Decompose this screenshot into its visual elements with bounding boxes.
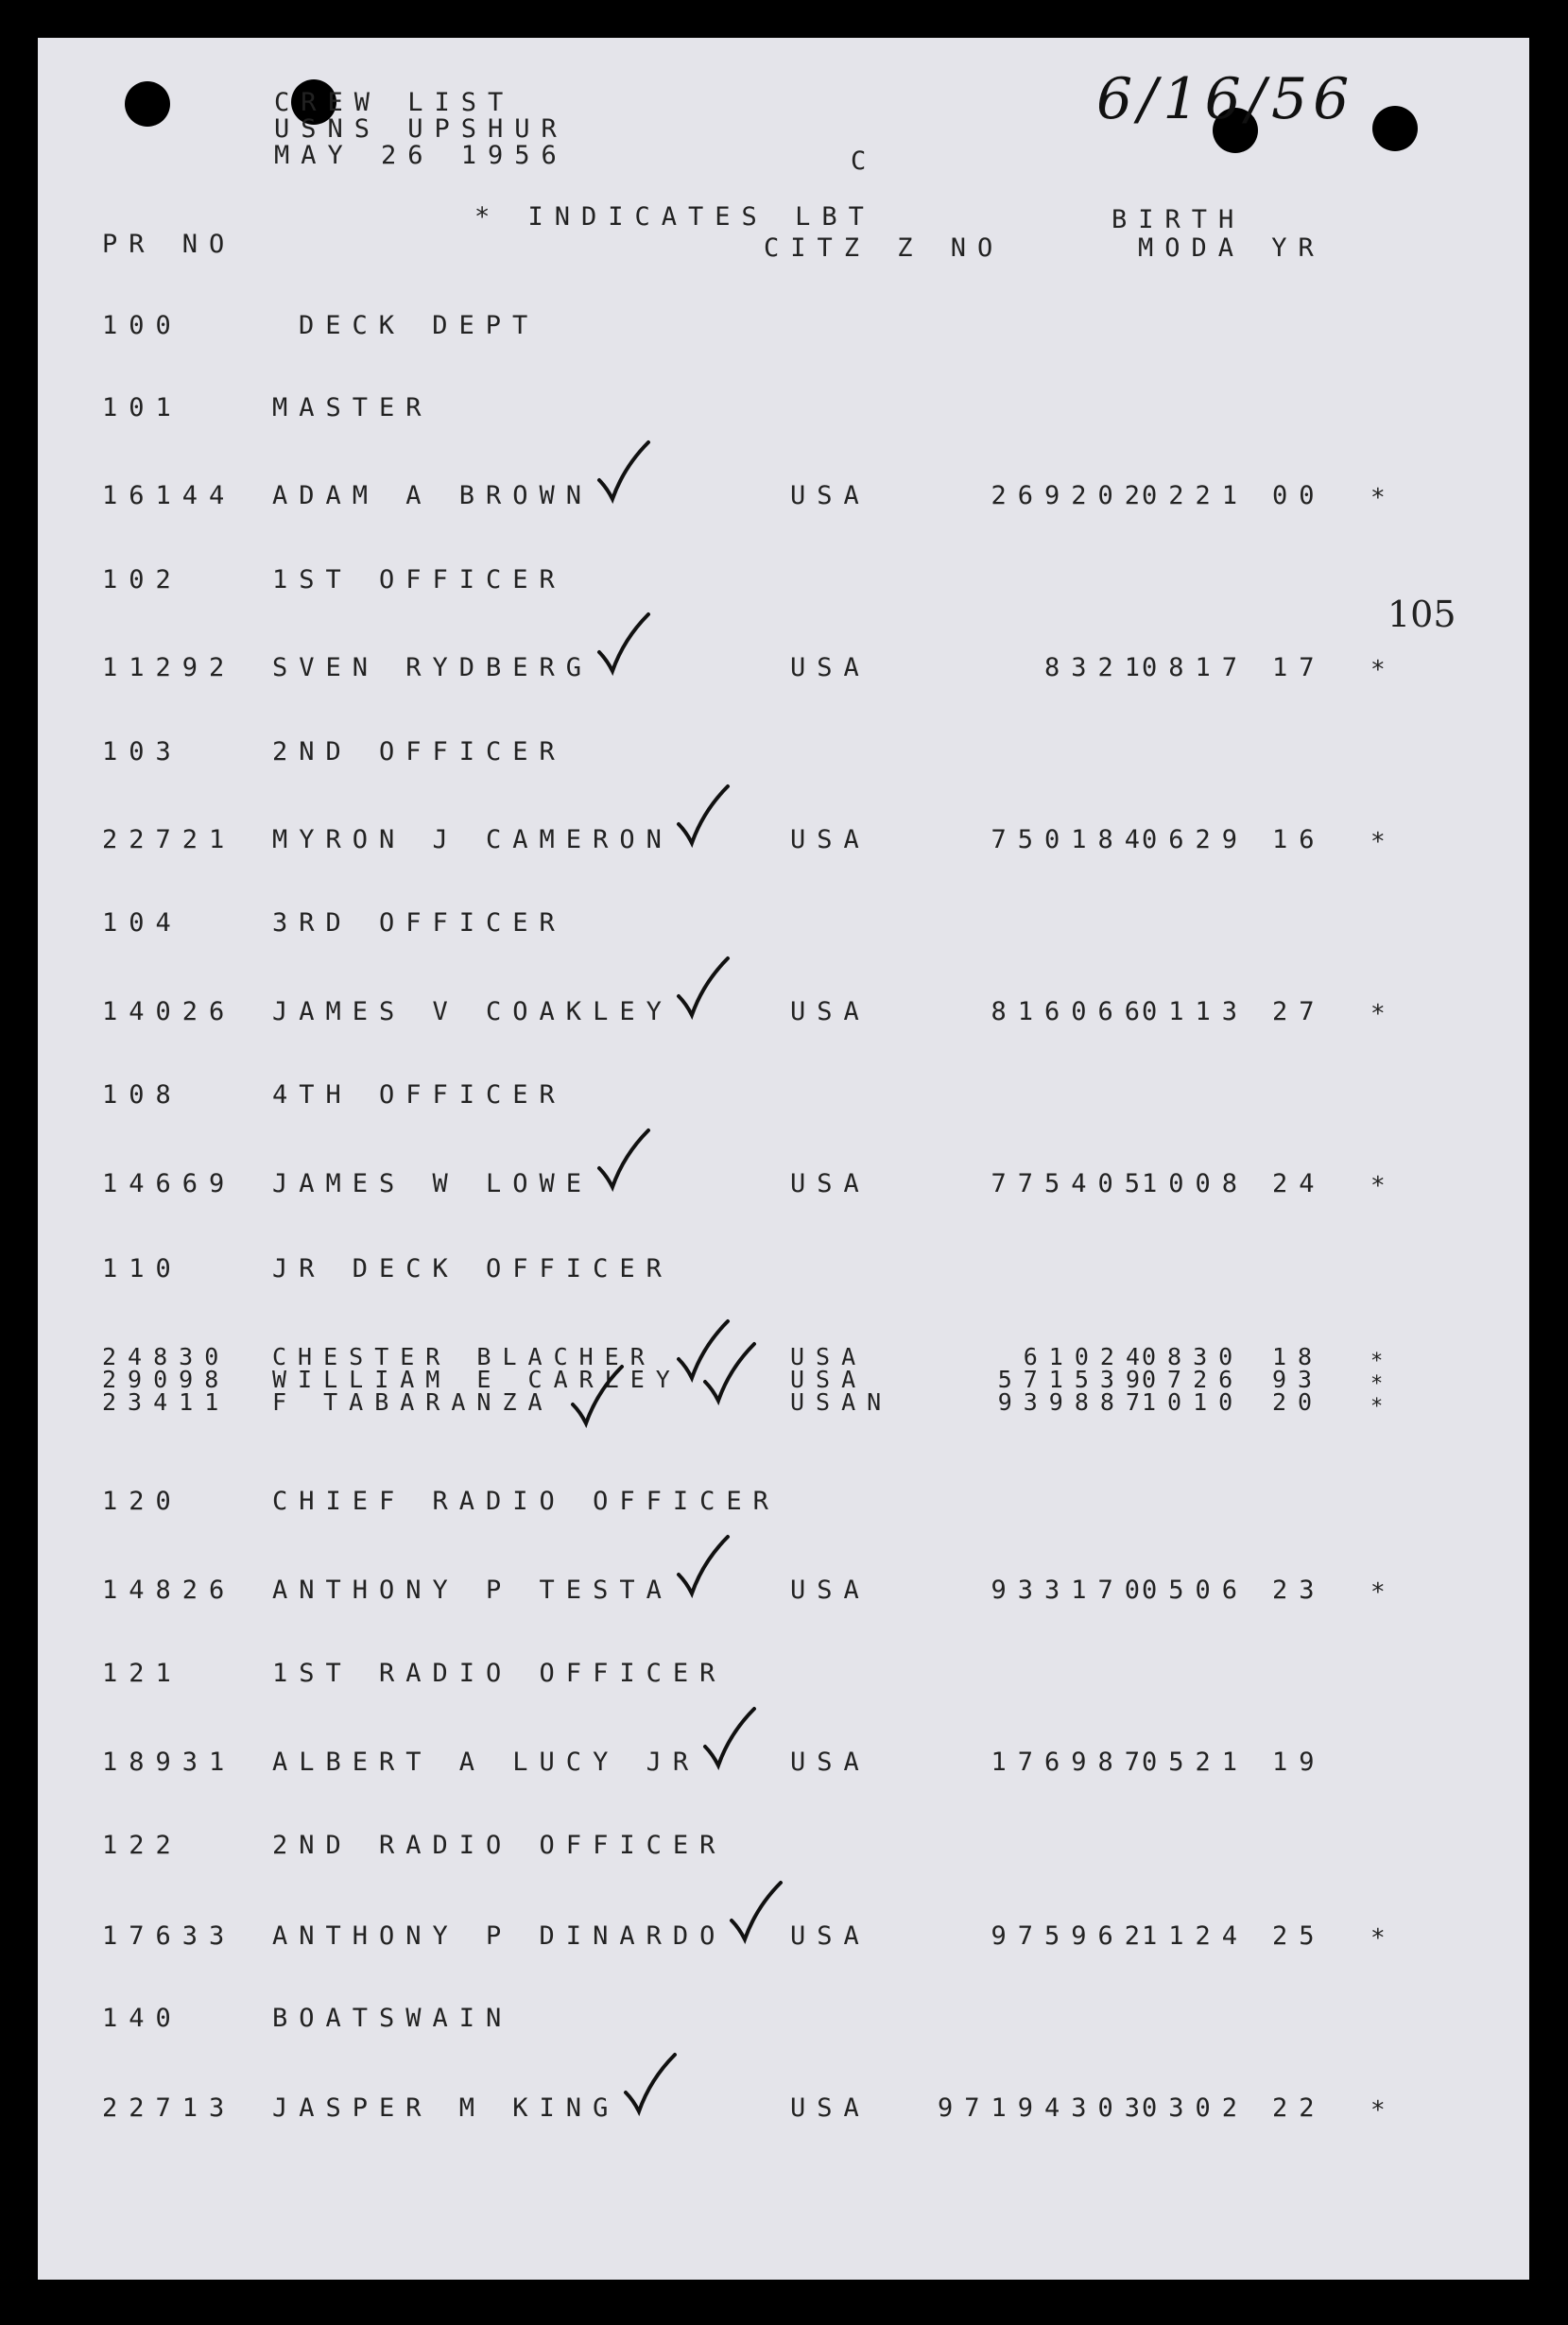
crew-pr-number: 22721 <box>102 825 236 854</box>
crew-pr-number: 18931 <box>102 1748 236 1777</box>
punch-hole-left <box>125 81 170 127</box>
lbt-asterisk: * <box>1370 1372 1384 1396</box>
checkmark-icon <box>675 955 732 1021</box>
crew-birth-moda: 0521 <box>1142 1748 1249 1777</box>
crew-name: JAMES V COAKLEY <box>272 997 673 1026</box>
crew-pr-number: 11292 <box>102 653 236 682</box>
crew-z-number: 939887 <box>997 1388 1151 1416</box>
punch-hole-right-2 <box>1372 106 1418 151</box>
crew-birth-moda: 0221 <box>1142 481 1249 510</box>
crew-z-number: 61024 <box>1023 1343 1151 1370</box>
crew-z-number: 975962 <box>991 1921 1151 1951</box>
lbt-asterisk: * <box>1370 828 1386 856</box>
crew-citizenship: USA <box>790 1366 868 1393</box>
crew-citizenship: USA <box>790 653 870 682</box>
crew-birth-moda: 1124 <box>1142 1921 1249 1951</box>
checkmark-icon <box>622 2051 679 2117</box>
crew-z-number: 8321 <box>1043 653 1151 682</box>
crew-birth-yr: 18 <box>1272 1343 1324 1370</box>
lbt-asterisk: * <box>1370 1578 1386 1607</box>
checkmark-icon <box>675 783 732 849</box>
title-vessel: USNS UPSHUR <box>274 114 568 144</box>
crew-name: F TABARANZA <box>272 1388 554 1416</box>
position-code: 122 <box>102 1831 182 1860</box>
crew-z-number: 933170 <box>991 1576 1151 1605</box>
crew-birth-yr: 19 <box>1272 1748 1326 1777</box>
crew-birth-moda: 1010 <box>1142 1388 1245 1416</box>
crew-citizenship: USA <box>790 1748 870 1777</box>
crew-birth-moda: 0506 <box>1142 1576 1249 1605</box>
col-citz-z-no: CITZ Z NO <box>764 233 1005 263</box>
position-code: 140 <box>102 2004 182 2033</box>
lbt-asterisk: * <box>1370 1350 1384 1373</box>
col-pr-no: PR NO <box>102 230 236 259</box>
crew-birth-yr: 17 <box>1272 653 1326 682</box>
checkmark-icon <box>595 1127 652 1193</box>
crew-z-number: 571539 <box>997 1366 1151 1393</box>
position-label: 1ST RADIO OFFICER <box>272 1659 727 1688</box>
crew-name: CHESTER BLACHER <box>272 1343 656 1370</box>
crew-birth-moda: 0113 <box>1142 997 1249 1026</box>
crew-birth-yr: 16 <box>1272 825 1326 854</box>
crew-z-number: 97194303 <box>937 2093 1151 2123</box>
crew-pr-number: 14026 <box>102 997 236 1026</box>
checkmark-icon <box>701 1340 758 1406</box>
position-label: 2ND OFFICER <box>272 737 566 766</box>
lbt-asterisk: * <box>1370 2096 1386 2125</box>
crew-pr-number: 16144 <box>102 481 236 510</box>
crew-birth-yr: 27 <box>1272 997 1326 1026</box>
position-code: 108 <box>102 1080 182 1110</box>
position-label: 1ST OFFICER <box>272 565 566 594</box>
position-label: JR DECK OFFICER <box>272 1254 673 1283</box>
legend-lbt: * INDICATES LBT <box>474 202 875 232</box>
crew-birth-yr: 20 <box>1272 1388 1324 1416</box>
crew-z-number: 176987 <box>991 1748 1151 1777</box>
crew-z-number: 816066 <box>991 997 1151 1026</box>
crew-pr-number: 17633 <box>102 1921 236 1951</box>
crew-birth-moda: 0830 <box>1142 1343 1245 1370</box>
position-code: 102 <box>102 565 182 594</box>
crew-citizenship: USA <box>790 1576 870 1605</box>
position-label: 3RD OFFICER <box>272 908 566 938</box>
checkmark-icon <box>675 1533 732 1599</box>
title-date: MAY 26 1956 <box>274 141 568 170</box>
position-label: 2ND RADIO OFFICER <box>272 1831 727 1860</box>
title-crew-list: CREW LIST <box>274 88 515 117</box>
crew-birth-moda: 0302 <box>1142 2093 1249 2123</box>
handwritten-date: 6/16/56 <box>1096 66 1355 132</box>
crew-pr-number: 24830 <box>102 1343 231 1370</box>
position-code: 101 <box>102 393 182 422</box>
crew-birth-yr: 00 <box>1272 481 1326 510</box>
crew-name: ANTHONY P DINARDO <box>272 1921 727 1951</box>
position-code: 120 <box>102 1487 182 1516</box>
position-label: CHIEF RADIO OFFICER <box>272 1487 780 1516</box>
position-code: 100 <box>102 311 182 340</box>
crew-citizenship: USAN <box>790 1388 893 1416</box>
crew-birth-yr: 24 <box>1272 1169 1326 1198</box>
lbt-asterisk: * <box>1370 1000 1386 1028</box>
crew-pr-number: 14826 <box>102 1576 236 1605</box>
crew-citizenship: USA <box>790 1169 870 1198</box>
crew-name: ADAM A BROWN <box>272 481 594 510</box>
crew-name: SVEN RYDBERG <box>272 653 594 682</box>
col-birth: BIRTH <box>1111 205 1246 234</box>
crew-birth-moda: 0726 <box>1142 1366 1245 1393</box>
position-code: 121 <box>102 1659 182 1688</box>
checkmark-icon <box>569 1363 626 1429</box>
crew-citizenship: USA <box>790 481 870 510</box>
crew-birth-moda: 0817 <box>1142 653 1249 682</box>
position-code: 104 <box>102 908 182 938</box>
position-label: MASTER <box>272 393 433 422</box>
crew-name: ALBERT A LUCY JR <box>272 1748 700 1777</box>
crew-birth-yr: 22 <box>1272 2093 1326 2123</box>
crew-name: JAMES W LOWE <box>272 1169 594 1198</box>
crew-pr-number: 23411 <box>102 1388 231 1416</box>
position-label: BOATSWAIN <box>272 2004 513 2033</box>
checkmark-icon <box>728 1879 784 1945</box>
crew-citizenship: USA <box>790 997 870 1026</box>
checkmark-icon <box>595 439 652 505</box>
department-label: DECK DEPT <box>299 311 540 340</box>
checkmark-icon <box>595 611 652 677</box>
crew-z-number: 750184 <box>991 825 1151 854</box>
page-number: 105 <box>1387 594 1456 635</box>
checkmark-icon <box>701 1705 758 1771</box>
crew-birth-yr: 23 <box>1272 1576 1326 1605</box>
crew-birth-yr: 25 <box>1272 1921 1326 1951</box>
position-code: 103 <box>102 737 182 766</box>
crew-citizenship: USA <box>790 825 870 854</box>
document-page <box>38 38 1529 2280</box>
position-code: 110 <box>102 1254 182 1283</box>
crew-birth-moda: 1008 <box>1142 1169 1249 1198</box>
lbt-asterisk: * <box>1370 1395 1384 1419</box>
lbt-asterisk: * <box>1370 1924 1386 1953</box>
crew-name: JASPER M KING <box>272 2093 620 2123</box>
crew-citizenship: USA <box>790 2093 870 2123</box>
lbt-asterisk: * <box>1370 1172 1386 1200</box>
crew-z-number: 775405 <box>991 1169 1151 1198</box>
crew-name: WILLIAM E CARLEY <box>272 1366 681 1393</box>
position-label: 4TH OFFICER <box>272 1080 566 1110</box>
col-moda-yr: MODA YR <box>1138 233 1325 263</box>
crew-birth-moda: 0629 <box>1142 825 1249 854</box>
header-letter: C <box>851 146 878 176</box>
crew-birth-yr: 93 <box>1272 1366 1324 1393</box>
crew-pr-number: 14669 <box>102 1169 236 1198</box>
crew-pr-number: 22713 <box>102 2093 236 2123</box>
crew-name: MYRON J CAMERON <box>272 825 673 854</box>
crew-citizenship: USA <box>790 1343 868 1370</box>
crew-citizenship: USA <box>790 1921 870 1951</box>
crew-pr-number: 29098 <box>102 1366 231 1393</box>
lbt-asterisk: * <box>1370 656 1386 684</box>
crew-name: ANTHONY P TESTA <box>272 1576 673 1605</box>
crew-z-number: 269202 <box>991 481 1151 510</box>
lbt-asterisk: * <box>1370 484 1386 512</box>
